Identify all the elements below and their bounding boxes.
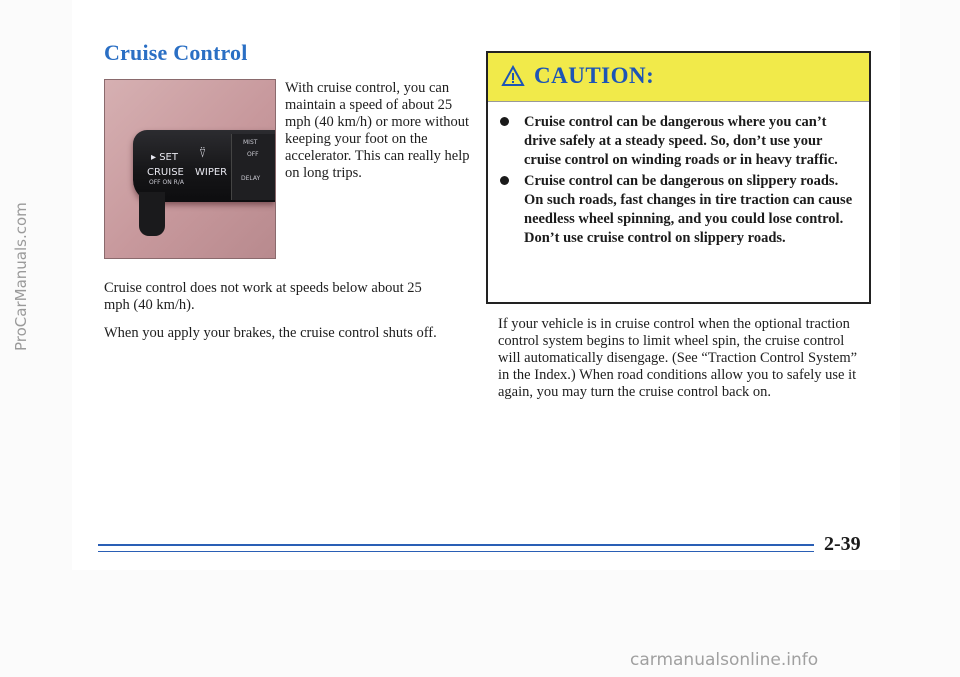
- page-number: 2-39: [824, 533, 861, 555]
- caution-bullet: [500, 172, 860, 248]
- mist-label: MIST: [243, 139, 258, 146]
- footer-rule-thin: [98, 551, 814, 552]
- caution-title: CAUTION:: [534, 63, 655, 88]
- set-label: ▸ SET: [151, 152, 178, 163]
- speed-limit-paragraph: Cruise control does not work at speeds below about 25 mph (40 km/h).: [104, 280, 422, 313]
- watermark-left: ProCarManuals.com: [12, 202, 30, 351]
- bullet-icon: [500, 176, 509, 185]
- wiper-symbol-icon: ⍢: [199, 146, 207, 160]
- watermark-bottom: carmanualsonline.info: [630, 650, 819, 670]
- caution-bullet-text: Cruise control can be dangerous where you can’t drive safely at a steady speed. So, don’t use your cruise control on winding roads or in heavy traffic.: [524, 114, 838, 168]
- control-stalk-lower: [139, 192, 165, 236]
- brakes-paragraph: When you apply your brakes, the cruise control shuts off.: [104, 325, 437, 341]
- caution-bullet: [500, 113, 860, 170]
- delay-label: DELAY: [241, 175, 261, 182]
- off-label: OFF: [247, 151, 259, 158]
- cruise-label: CRUISE: [147, 167, 184, 178]
- intro-paragraph: With cruise control, you can maintain a speed of about 25 mph (40 km/h) or more without keeping your foot on the accelerator. This can really help on long trips.: [285, 80, 470, 181]
- caution-bullet-list: [500, 113, 860, 250]
- off-on-ra-label: OFF ON R/A: [149, 179, 184, 186]
- footer-rule: [98, 544, 814, 546]
- caution-header: [488, 53, 869, 102]
- warning-triangle-icon: [501, 65, 525, 87]
- caution-bullet-text: Cruise control can be dangerous on slippery roads. On such roads, fast changes in tire traction can cause needless wheel spinning, and you could lose control. Don’t use cruise control on slippery roads.: [524, 173, 853, 246]
- bullet-icon: [500, 117, 509, 126]
- cruise-control-stalk-photo: [104, 79, 276, 259]
- traction-control-paragraph: If your vehicle is in cruise control when the optional traction control system begins to limit wheel spin, the cruise control will automatically disengage. (See “Traction Control System” in the Index.) When road conditions allow you to safely use it again, you may turn the cruise control back on.: [498, 316, 858, 400]
- caution-box: [486, 51, 871, 304]
- section-title: Cruise Control: [104, 40, 248, 65]
- wiper-label: WIPER: [195, 167, 228, 178]
